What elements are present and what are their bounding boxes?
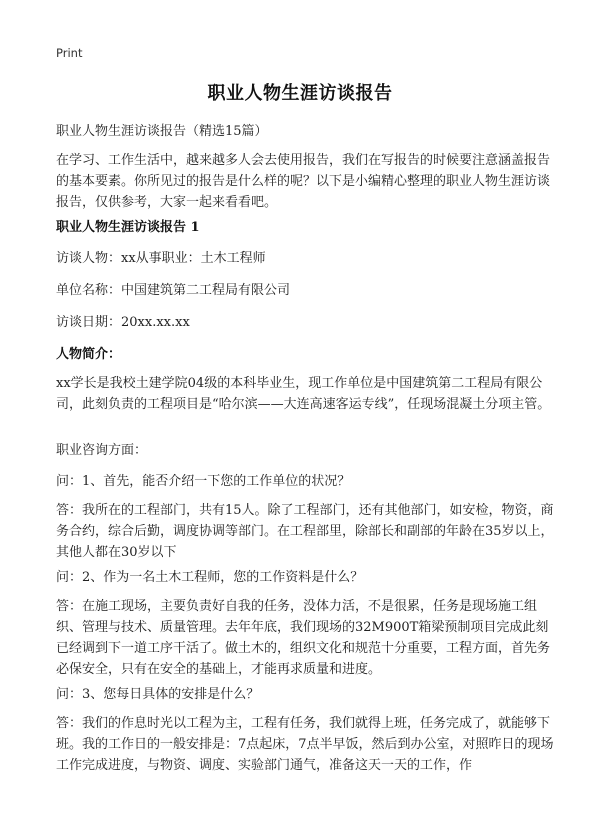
answer-3: 答：我们的作息时光以工程为主，工程有任务，我们就得上班，任务完成了，就能够下班。我的工作日的一般安排是：7点起床，7点半早饭，然后到办公室，对照昨日的现场工作完成进度，与物资、调度、实验部门通气，准备这天一天的工作，作 (56, 716, 554, 773)
question-3: 问：3、您每日具体的安排是什么？ (56, 687, 260, 702)
answer-1: 答：我所在的工程部门，共有15人。除了工程部门，还有其他部门，如安检，物资，商务合约，综合后勤，调度协调等部门。在工程部里，除部长和副部的年龄在35岁以上，其他人都在30岁以下 (56, 503, 554, 560)
question-1: 问：1、首先，能否介绍一下您的工作单位的状况？ (56, 474, 351, 489)
interview-date-line: 访谈日期：20xx.xx.xx (56, 315, 190, 330)
organization-line: 单位名称：中国建筑第二工程局有限公司 (56, 283, 291, 298)
answer-2: 答：在施工现场，主要负责好自我的任务，没体力活，不是很累，任务是现场施工组织、管理与技术、质量管理。去年年底，我们现场的32M900T箱梁预制项目完成此刻已经调到下一道工序干活了。做土木的，组织文化和规范十分重要，工程方面，首先务必保安全，只有在安全的基础上，才能再求质量和进度。 (56, 599, 551, 677)
profile-heading: 人物简介： (56, 347, 122, 362)
profile-paragraph: xx学长是我校土建学院04级的本科毕业生，现工作单位是中国建筑第二工程局有限公司，此刻负责的工程项目是“哈尔滨——大连高速客运专线”，任现场混凝土分项主管。 (56, 376, 551, 412)
interviewee-line: 访谈人物：xx从事职业：土木工程师 (56, 251, 266, 266)
print-label[interactable]: Print (56, 46, 83, 60)
section-heading: 职业人物生涯访谈报告 1 (56, 220, 200, 235)
question-2: 问：2、作为一名土木工程师，您的工作资料是什么？ (56, 570, 364, 585)
consult-heading: 职业咨询方面： (56, 443, 148, 458)
intro-paragraph: 在学习、工作生活中，越来越多人会去使用报告，我们在写报告的时候要注意涵盖报告的基本要素。你所见过的报告是什么样的呢？以下是小编精心整理的职业人物生涯访谈报告，仅供参考，大家一起来看看吧。 (56, 153, 551, 210)
document-title: 职业人物生涯访谈报告 (207, 83, 393, 104)
document-subtitle: 职业人物生涯访谈报告（精选15篇） (56, 124, 268, 139)
